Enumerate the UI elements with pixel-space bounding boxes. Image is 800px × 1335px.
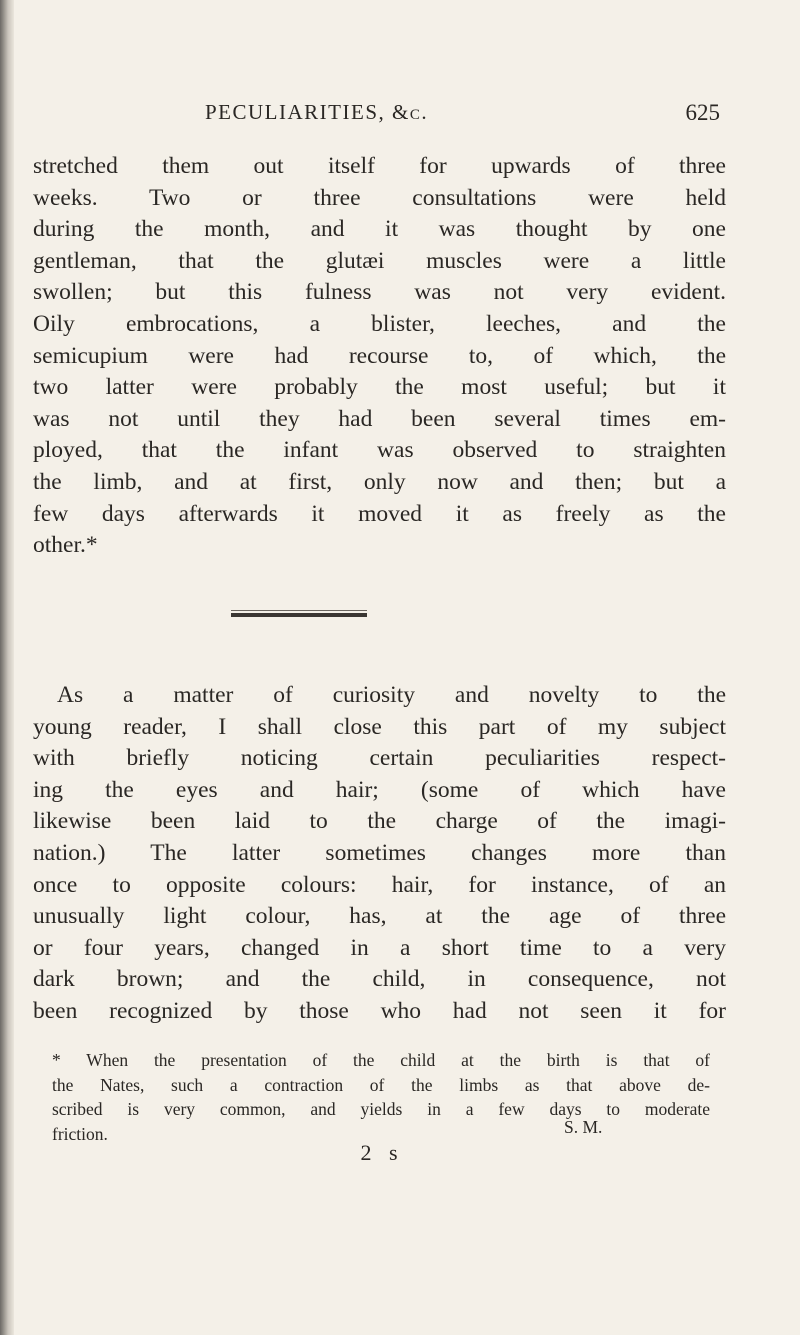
- footnote-line: scribed is very common, and yields in a few days to moderate: [52, 1099, 710, 1119]
- footnote: [52, 1048, 710, 1146]
- section-divider-rule: [231, 613, 367, 617]
- footnote-line: friction.: [52, 1123, 108, 1144]
- text-line: swollen; but this fulness was not very evident.: [33, 279, 726, 306]
- text-line: been recognized by those who had not seen it for: [33, 997, 726, 1024]
- running-title: PECULIARITIES, &c.: [205, 100, 429, 124]
- text-line: other.*: [33, 532, 98, 559]
- text-line: once to opposite colours: hair, for instance, of an: [33, 871, 726, 898]
- text-line: dark brown; and the child, in consequence, not: [33, 966, 726, 993]
- text-line: As a matter of curiosity and novelty to the: [57, 682, 726, 708]
- text-line: ployed, that the infant was observed to straighten: [33, 437, 726, 464]
- signature-mark-text: 2 s: [360, 1140, 404, 1165]
- text-line: ing the eyes and hair; (some of which have: [33, 776, 726, 803]
- text-line: few days afterwards it moved it as freely as the: [33, 500, 726, 527]
- text-line: during the month, and it was thought by one: [33, 216, 726, 243]
- text-line: the limb, and at first, only now and then; but a: [33, 468, 726, 495]
- text-line: likewise been laid to the charge of the imagi-: [33, 808, 726, 835]
- running-head: [205, 100, 720, 130]
- paragraph-2: [33, 680, 726, 1028]
- page-binding-edge: [0, 0, 14, 1335]
- text-line: was not until they had been several times em-: [33, 405, 726, 432]
- text-line: nation.) The latter sometimes changes more than: [33, 839, 726, 866]
- footnote-signature: S. M.: [564, 1117, 603, 1137]
- text-line: weeks. Two or three consultations were held: [33, 184, 726, 211]
- text-line: young reader, I shall close this part of my subject: [33, 713, 726, 740]
- footnote-line: the Nates, such a contraction of the limbs as that above de-: [52, 1074, 710, 1095]
- text-line: unusually light colour, has, at the age of three: [33, 903, 726, 930]
- paragraph-1: [33, 151, 726, 562]
- page-number: 625: [685, 100, 720, 125]
- text-line: with briefly noticing certain peculiarities respect-: [33, 745, 726, 772]
- text-line: semicupium were had recourse to, of which, the: [33, 342, 726, 369]
- text-line: two latter were probably the most useful; but it: [33, 374, 726, 401]
- text-line: Oily embrocations, a blister, leeches, and the: [33, 310, 726, 337]
- text-line: or four years, changed in a short time to a very: [33, 934, 726, 961]
- text-line: gentleman, that the glutæi muscles were a little: [33, 247, 726, 274]
- text-line: stretched them out itself for upwards of three: [33, 153, 726, 179]
- printer-signature-mark: [0, 1140, 800, 1166]
- footnote-line: * When the presentation of the child at the birth is that of: [52, 1050, 710, 1070]
